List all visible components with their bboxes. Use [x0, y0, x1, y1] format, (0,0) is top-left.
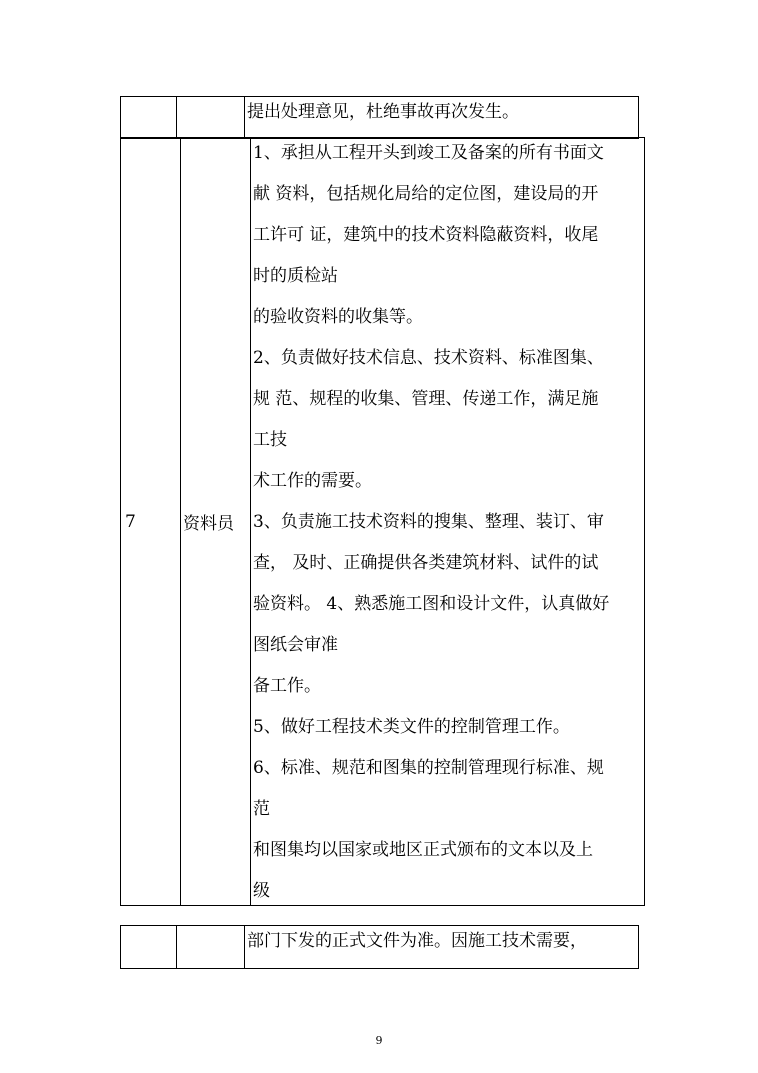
duty-line: 献 资料，包括规化局给的定位图，建设局的开	[253, 184, 599, 204]
table-row	[121, 97, 639, 139]
duty-line: 备工作。	[253, 676, 321, 696]
duty-line: 的验收资料的收集等。	[253, 307, 423, 327]
duty-line: 6、标准、规范和图集的控制管理现行标准、规	[253, 758, 604, 778]
duty-cell	[251, 138, 645, 906]
duty-lines	[253, 138, 644, 905]
role-cell	[177, 97, 245, 139]
duty-line: 图纸会审准	[253, 635, 338, 655]
page-number: 9	[375, 1034, 383, 1047]
duty-text: 部门下发的正式文件为准。因施工技术需要，	[247, 931, 587, 951]
table-row	[121, 138, 645, 906]
duty-line: 查， 及时、正确提供各类建筑材料、试件的试	[253, 553, 599, 573]
duty-cell	[245, 97, 639, 139]
duty-line: 和图集均以国家或地区正式颁布的文本以及上	[253, 840, 593, 860]
duty-line: 2、负责做好技术信息、技术资料、标准图集、	[253, 348, 604, 368]
duty-text: 提出处理意见，杜绝事故再次发生。	[247, 102, 519, 122]
role-cell: 资料员	[181, 138, 251, 906]
number-cell	[121, 926, 177, 969]
duty-line: 工许可 证，建筑中的技术资料隐蔽资料，收尾	[253, 225, 599, 245]
duty-table-top-fragment	[120, 96, 639, 139]
duty-table-bottom-fragment	[120, 925, 639, 969]
duty-table-main	[120, 137, 645, 906]
duty-line: 级	[253, 881, 270, 901]
number-cell: 7	[121, 138, 181, 906]
number-cell	[121, 97, 177, 139]
duty-line: 规 范、规程的收集、管理、传递工作，满足施	[253, 389, 599, 409]
duty-line: 5、做好工程技术类文件的控制管理工作。	[253, 717, 570, 737]
table-row	[121, 926, 639, 969]
duty-cell	[245, 926, 639, 969]
duty-line: 3、负责施工技术资料的搜集、整理、装订、审	[253, 512, 604, 532]
duty-line: 范	[253, 799, 270, 819]
duty-line: 术工作的需要。	[253, 471, 372, 491]
role-cell	[177, 926, 245, 969]
duty-line: 验资料。 4、熟悉施工图和设计文件，认真做好	[253, 594, 610, 614]
duty-line: 1、承担从工程开头到竣工及备案的所有书面文	[253, 143, 604, 163]
duty-line: 时的质检站	[253, 266, 338, 286]
duty-line: 工技	[253, 430, 287, 450]
